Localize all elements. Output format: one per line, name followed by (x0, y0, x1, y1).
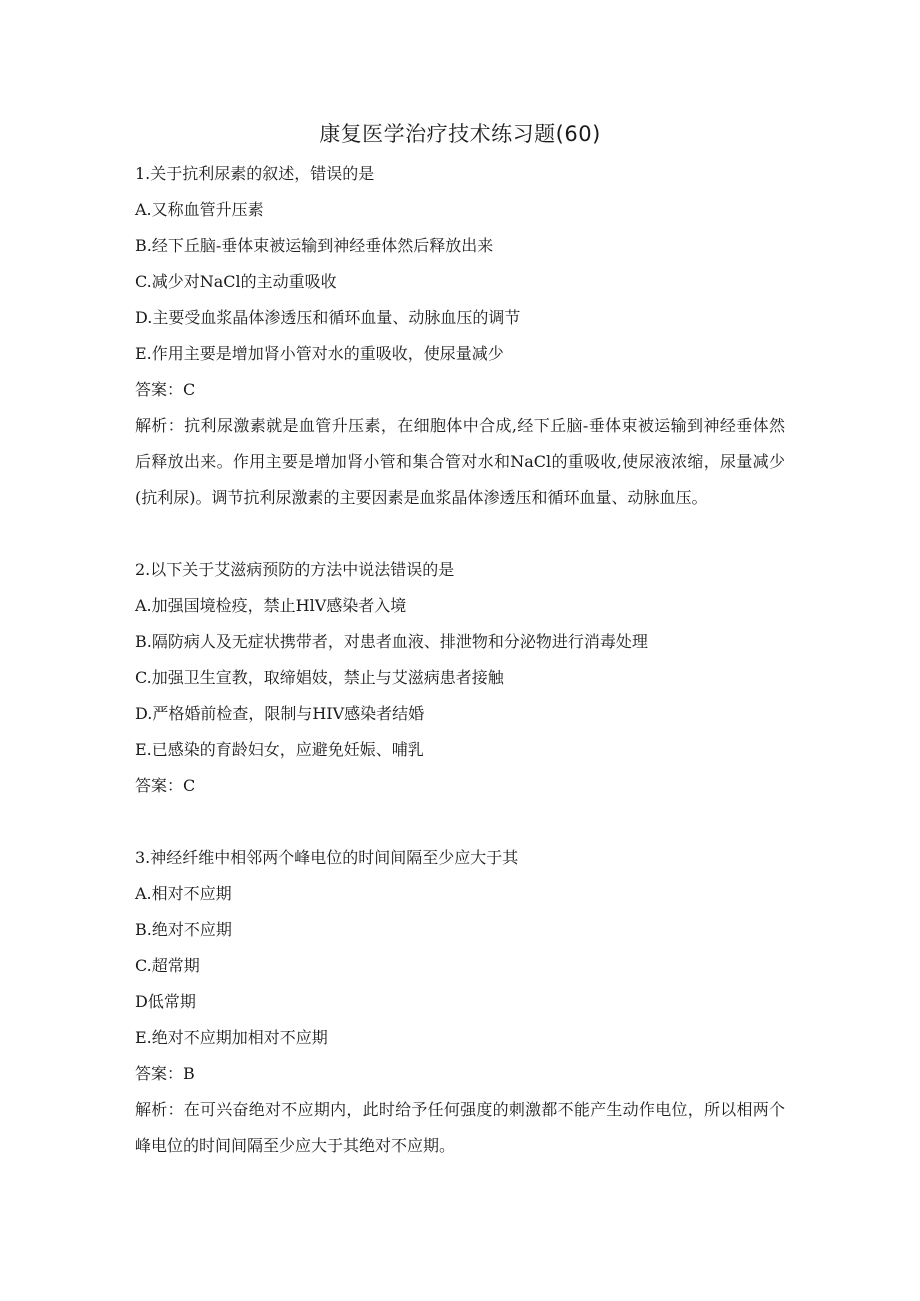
document-page (135, 118, 785, 1164)
option-e: E.绝对不应期加相对不应期 (135, 1028, 328, 1047)
option-c: C.减少对NaCl的主动重吸收 (135, 272, 337, 291)
question-3 (135, 840, 785, 1164)
question-stem: 3.神经纤维中相邻两个峰电位的时间间隔至少应大于其 (135, 848, 519, 867)
option-d: D低常期 (135, 992, 196, 1011)
question-1 (135, 156, 785, 516)
analysis: 解析：抗利尿激素就是血管升压素，在细胞体中合成,经下丘脑-垂体束被运输到神经垂体然后释放出来。作用主要是增加肾小管和集合管对水和NaCl的重吸收,使尿液浓缩，尿量减少(抗利尿)。调节抗利尿激素的主要因素是血浆晶体渗透压和循环血量、动脉血压。 (135, 416, 785, 507)
spacer (135, 516, 785, 552)
question-2 (135, 552, 785, 804)
option-c: C.加强卫生宣教，取缔娼妓，禁止与艾滋病患者接触 (135, 668, 504, 687)
option-e: E.已感染的育龄妇女，应避免妊娠、哺乳 (135, 740, 424, 759)
option-c: C.超常期 (135, 956, 200, 975)
option-d: D.主要受血浆晶体渗透压和循环血量、动脉血压的调节 (135, 308, 521, 327)
answer: 答案：B (135, 1064, 195, 1083)
spacer (135, 804, 785, 840)
document-title: 康复医学治疗技术练习题(60) (319, 122, 601, 146)
analysis: 解析：在可兴奋绝对不应期内，此时给予任何强度的刺激都不能产生动作电位，所以相两个峰电位的时间间隔至少应大于其绝对不应期。 (135, 1100, 785, 1155)
question-stem: 2.以下关于艾滋病预防的方法中说法错误的是 (135, 560, 455, 579)
answer: 答案：C (135, 380, 196, 399)
option-b: B.经下丘脑-垂体束被运输到神经垂体然后释放出来 (135, 236, 494, 255)
option-b: B.绝对不应期 (135, 920, 232, 939)
option-e: E.作用主要是增加肾小管对水的重吸收，使尿量减少 (135, 344, 504, 363)
option-a: A.加强国境检疫，禁止HlV感染者入境 (135, 596, 407, 615)
answer: 答案：C (135, 776, 196, 795)
option-a: A.相对不应期 (135, 884, 232, 903)
question-stem: 1.关于抗利尿素的叙述，错误的是 (135, 164, 375, 183)
option-b: B.隔防病人及无症状携带者，对患者血液、排泄物和分泌物进行消毒处理 (135, 632, 648, 651)
option-d: D.严格婚前检查，限制与HIV感染者结婚 (135, 704, 425, 723)
option-a: A.又称血管升压素 (135, 200, 264, 219)
